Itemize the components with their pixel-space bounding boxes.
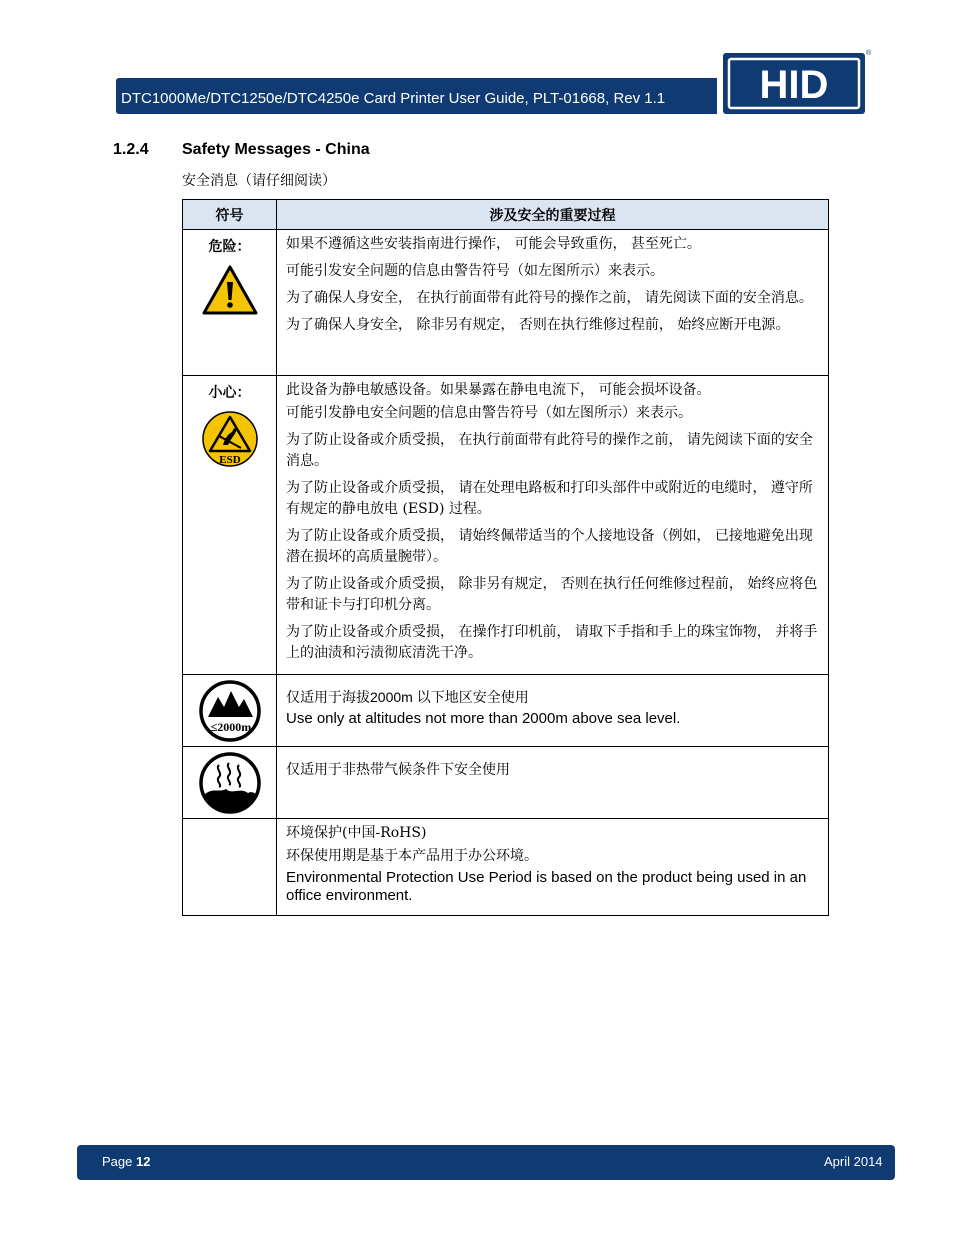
altitude-icon bbox=[198, 679, 262, 743]
caution-paragraph-5: 为了防止设备或介质受损， 请始终佩带适当的个人接地设备（例如， 已接地避免出现潜在损坏的高质量腕带）。 bbox=[286, 528, 813, 565]
footer-page-label: Page bbox=[102, 1154, 133, 1169]
danger-paragraph-1: 如果不遵循这些安装指南进行操作， 可能会导致重伤， 甚至死亡。 bbox=[286, 236, 701, 252]
table-row-altitude bbox=[183, 675, 829, 747]
altitude-symbol-cell bbox=[183, 675, 277, 747]
danger-paragraph-4: 为了确保人身安全， 除非另有规定， 否则在执行维修过程前， 始终应断开电源。 bbox=[286, 317, 790, 333]
section-subtitle: 安全消息（请仔细阅读） bbox=[182, 173, 336, 189]
caution-label: 小心： bbox=[208, 384, 251, 400]
section-number: 1.2.4 bbox=[113, 141, 149, 158]
danger-label: 危险： bbox=[208, 238, 251, 254]
danger-symbol-cell bbox=[183, 230, 277, 376]
climate-paragraph: 仅适用于非热带气候条件下安全使用 bbox=[286, 761, 510, 777]
esd-icon bbox=[201, 410, 259, 468]
table-row-climate bbox=[183, 747, 829, 819]
altitude-paragraph-en: Use only at altitudes not more than 2000m above sea level. bbox=[286, 710, 681, 727]
table-row-caution bbox=[183, 376, 829, 675]
rohs-paragraph-3: Environmental Protection Use Period is based on the product being used in an office environment. bbox=[286, 869, 807, 904]
warning-triangle-icon bbox=[201, 264, 259, 316]
caution-text-cell bbox=[277, 376, 829, 675]
caution-paragraph-2: 可能引发静电安全问题的信息由警告符号（如左图所示）来表示。 bbox=[286, 405, 692, 421]
caution-paragraph-4: 为了防止设备或介质受损， 请在处理电路板和打印头部件中或附近的电缆时， 遵守所有规定的静电放电 (ESD) 过程。 bbox=[286, 480, 813, 517]
caution-paragraph-1: 此设备为静电敏感设备。如果暴露在静电电流下， 可能会损坏设备。 bbox=[286, 382, 711, 398]
table-row-rohs bbox=[183, 819, 829, 916]
safety-table bbox=[182, 199, 829, 916]
document-title: DTC1000Me/DTC1250e/DTC4250e Card Printer User Guide, PLT-01668, Rev 1.1 bbox=[121, 90, 666, 107]
footer-page-number: 12 bbox=[136, 1154, 151, 1169]
header-symbol: 符号 bbox=[183, 200, 277, 230]
caution-paragraph-6: 为了防止设备或介质受损， 除非另有规定， 否则在执行任何维修过程前， 始终应将色带和证卡与打印机分离。 bbox=[286, 576, 818, 613]
hid-logo bbox=[723, 53, 865, 114]
footer-page bbox=[102, 1154, 150, 1169]
section-title: Safety Messages - China bbox=[182, 141, 370, 158]
climate-text-cell bbox=[277, 747, 829, 819]
rohs-paragraph-1: 环境保护(中国-RoHS) bbox=[286, 825, 427, 841]
hid-logo-mark bbox=[723, 53, 865, 114]
logo-text: HID bbox=[759, 63, 829, 107]
altitude-text-cell bbox=[277, 675, 829, 747]
footer-date: April 2014 bbox=[824, 1154, 883, 1169]
esd-icon-text: ESD bbox=[218, 454, 241, 466]
header-procedure: 涉及安全的重要过程 bbox=[277, 200, 829, 230]
rohs-text-cell bbox=[277, 819, 829, 916]
registered-mark: ® bbox=[866, 50, 872, 57]
altitude-icon-text: ≤2000m bbox=[210, 720, 251, 734]
danger-paragraph-3: 为了确保人身安全， 在执行前面带有此符号的操作之前， 请先阅读下面的安全消息。 bbox=[286, 290, 813, 306]
table-header-row bbox=[183, 200, 829, 230]
caution-paragraph-7: 为了防止设备或介质受损， 在操作打印机前， 请取下手指和手上的珠宝饰物， 并将手上的油渍和污渍彻底清洗干净。 bbox=[286, 624, 818, 661]
climate-symbol-cell bbox=[183, 747, 277, 819]
rohs-symbol-cell bbox=[183, 819, 277, 916]
non-tropical-climate-icon bbox=[198, 751, 262, 815]
caution-paragraph-3: 为了防止设备或介质受损， 在执行前面带有此符号的操作之前， 请先阅读下面的安全消息。 bbox=[286, 432, 813, 469]
danger-paragraph-2: 可能引发安全问题的信息由警告符号（如左图所示）来表示。 bbox=[286, 263, 664, 279]
altitude-paragraph-zh: 仅适用于海拔2000m 以下地区安全使用 bbox=[286, 689, 529, 705]
rohs-paragraph-2: 环保使用期是基于本产品用于办公环境。 bbox=[286, 848, 538, 864]
danger-text-cell bbox=[277, 230, 829, 376]
footer-bar bbox=[77, 1145, 895, 1180]
caution-symbol-cell bbox=[183, 376, 277, 675]
table-row-danger bbox=[183, 230, 829, 376]
